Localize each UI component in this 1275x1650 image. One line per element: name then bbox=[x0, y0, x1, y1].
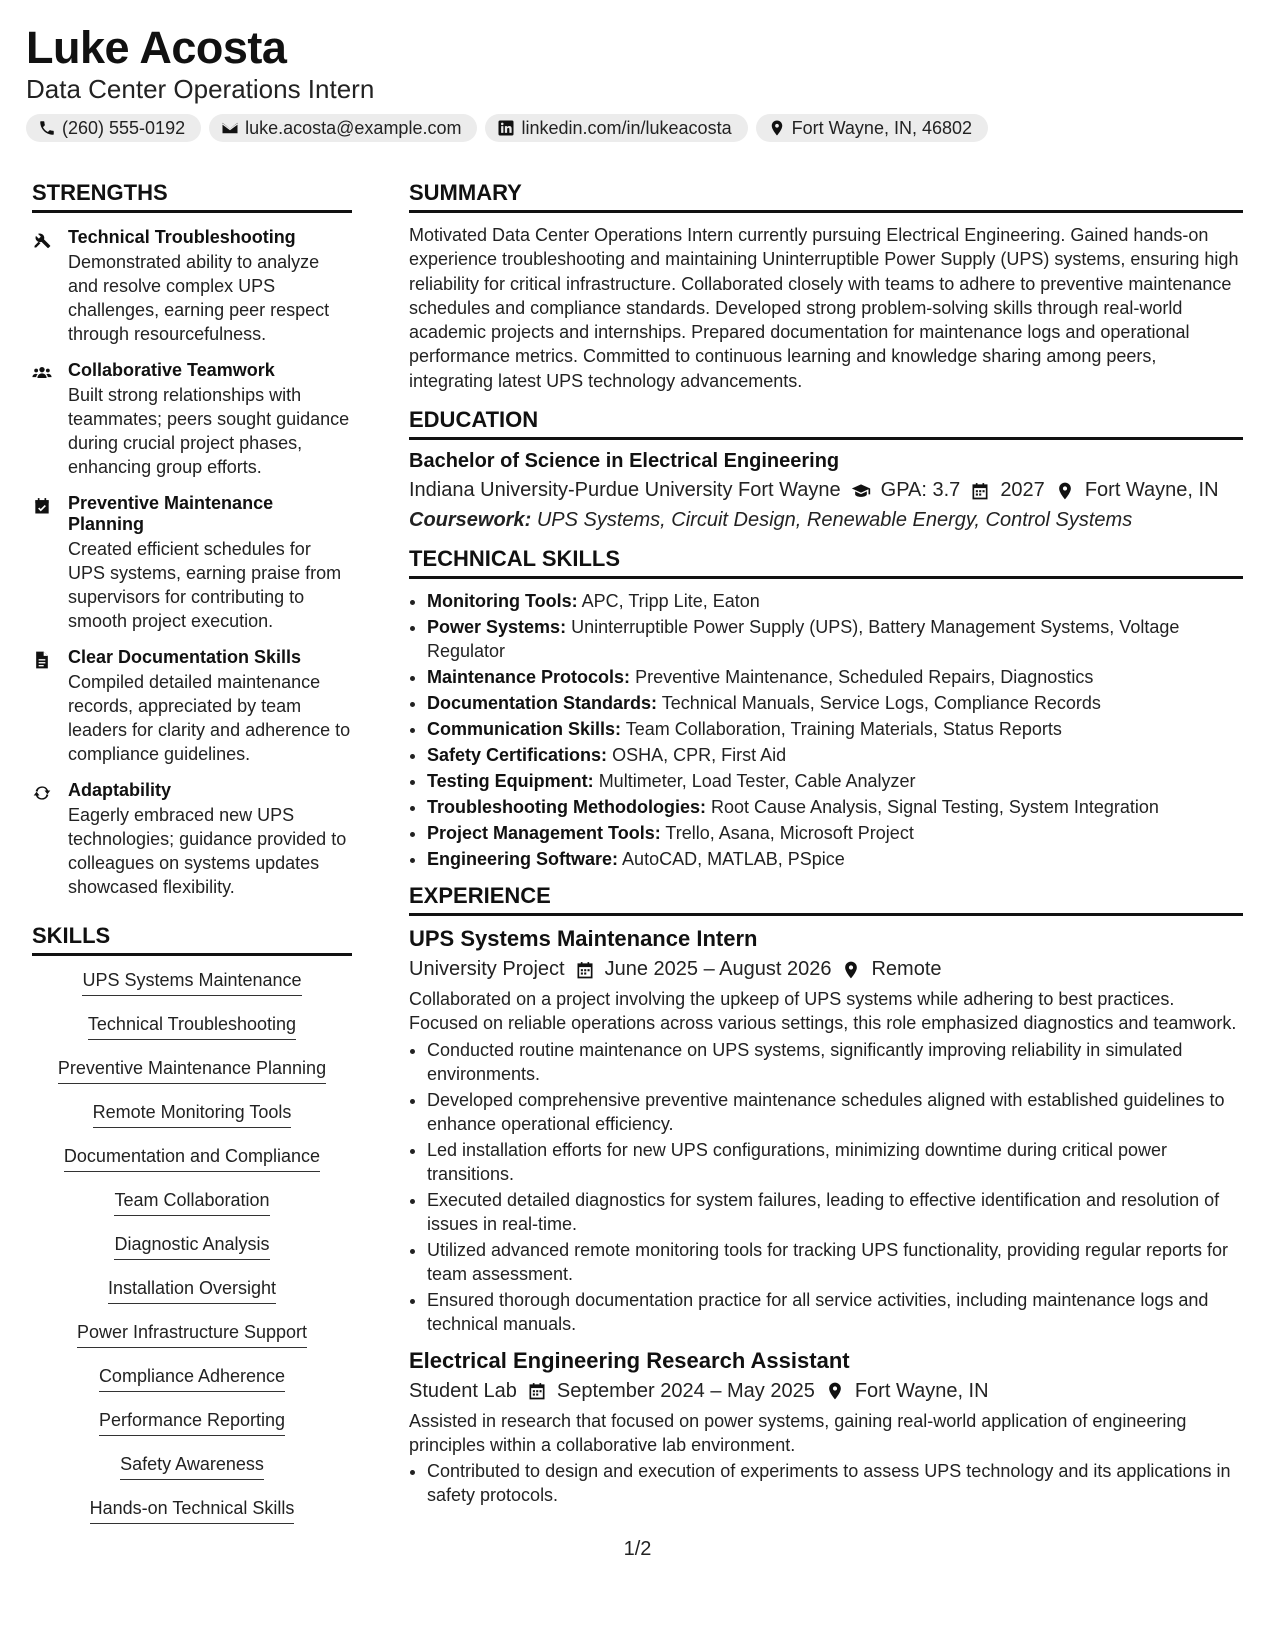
phone-icon bbox=[38, 119, 56, 137]
tech-skill-label: Project Management Tools: bbox=[427, 823, 661, 844]
tech-skill-value: Team Collaboration, Training Materials, Status Reports bbox=[625, 719, 1062, 740]
skill-item: Power Infrastructure Support bbox=[77, 1322, 307, 1348]
experience-heading: EXPERIENCE bbox=[409, 883, 1243, 916]
tech-skill-label: Safety Certifications: bbox=[427, 745, 608, 766]
skill-item: Documentation and Compliance bbox=[64, 1146, 320, 1172]
contact-linkedin[interactable] bbox=[485, 114, 747, 142]
skill-item: Diagnostic Analysis bbox=[114, 1234, 269, 1260]
right-column bbox=[409, 180, 1243, 1519]
skill-item: Remote Monitoring Tools bbox=[93, 1102, 292, 1128]
tech-skill-value: Root Cause Analysis, Signal Testing, System Integration bbox=[711, 797, 1159, 818]
left-column bbox=[32, 180, 352, 1542]
tech-skill-item bbox=[427, 665, 1243, 689]
job-desc: Collaborated on a project involving the upkeep of UPS systems while adhering to best practices. Focused on reliable operations across various settings, this role emphasized diagnostics and teamwork. bbox=[409, 989, 1237, 1034]
technical-skills-list bbox=[409, 589, 1243, 871]
tech-skill-item bbox=[427, 717, 1243, 741]
graduation-cap-icon bbox=[851, 481, 871, 501]
tech-skill-label: Documentation Standards: bbox=[427, 693, 658, 714]
tech-skill-item bbox=[427, 847, 1243, 871]
tech-skill-value: OSHA, CPR, First Aid bbox=[612, 745, 787, 766]
calendar-icon bbox=[575, 960, 595, 980]
contact-location bbox=[756, 114, 988, 142]
education-location: Fort Wayne, IN bbox=[1084, 479, 1219, 502]
education-school: Indiana University-Purdue University Fort Wayne bbox=[409, 479, 841, 502]
skills-heading: SKILLS bbox=[32, 923, 352, 956]
skill-item: Installation Oversight bbox=[108, 1278, 276, 1304]
tech-skill-item bbox=[427, 821, 1243, 845]
tech-skill-value: AutoCAD, MATLAB, PSpice bbox=[622, 849, 845, 870]
tech-skill-item bbox=[427, 589, 1243, 613]
page-number: 1/2 bbox=[623, 1538, 652, 1560]
tech-skill-label: Maintenance Protocols: bbox=[427, 667, 631, 688]
job-entry bbox=[409, 1348, 1243, 1508]
strength-desc: Created efficient schedules for UPS systems, earning praise from supervisors for contributing to smooth project execution. bbox=[68, 539, 342, 631]
strength-desc: Compiled detailed maintenance records, appreciated by team leaders for clarity and adherence to compliance guidelines. bbox=[68, 672, 351, 764]
summary-heading: SUMMARY bbox=[409, 180, 1243, 213]
strength-title: Preventive Maintenance Planning bbox=[68, 493, 274, 534]
education-degree: Bachelor of Science in Electrical Engineering bbox=[409, 450, 840, 473]
envelope-icon bbox=[221, 119, 239, 137]
tech-skill-label: Engineering Software: bbox=[427, 849, 619, 870]
education-gpa: GPA: 3.7 bbox=[880, 479, 961, 502]
strength-desc: Eagerly embraced new UPS technologies; guidance provided to colleagues on systems updates showcased flexibility. bbox=[68, 805, 347, 897]
education-coursework bbox=[409, 509, 1243, 532]
job-bullet: • Conducted routine maintenance on UPS systems, significantly improving reliability in simulated environments. bbox=[427, 1038, 1243, 1086]
coursework-text: UPS Systems, Circuit Design, Renewable Energy, Control Systems bbox=[536, 509, 1133, 532]
strength-item bbox=[32, 360, 352, 479]
strength-desc: Built strong relationships with teammates; peers sought guidance during crucial project phases, enhancing group efforts. bbox=[68, 385, 350, 477]
tech-skill-label: Troubleshooting Methodologies: bbox=[427, 797, 706, 818]
contact-phone-text: (260) 555-0192 bbox=[62, 117, 186, 138]
strength-title: Clear Documentation Skills bbox=[68, 647, 302, 667]
skill-item: Technical Troubleshooting bbox=[88, 1014, 296, 1040]
job-desc: Assisted in research that focused on power systems, gaining real-world application of engineering principles within a collaborative lab environment. bbox=[409, 1410, 1187, 1455]
skill-item: Compliance Adherence bbox=[99, 1366, 285, 1392]
technical-skills-heading: TECHNICAL SKILLS bbox=[409, 546, 1243, 579]
job-entry bbox=[409, 926, 1243, 1336]
location-pin-icon bbox=[841, 960, 861, 980]
strengths-heading: STRENGTHS bbox=[32, 180, 352, 213]
job-meta bbox=[409, 958, 1243, 981]
contact-email[interactable] bbox=[209, 114, 477, 142]
summary-text: Motivated Data Center Operations Intern currently pursuing Electrical Engineering. Gained hands-on experience troubleshooting and maintaining Uninterruptible Power Supply (UPS) systems, ensuring high reliability for critical infrastructure. Collaborated closely with teams to adhere to preventive maintenance schedules and compliance standards. Developed strong problem-solving skills through real-world academic projects and internships. Prepared documentation for maintenance logs and operational performance metrics. Committed to continuous learning and knowledge sharing among peers, integrating latest UPS technology advancements. bbox=[409, 225, 1239, 391]
strength-item bbox=[32, 780, 352, 899]
candidate-name: Luke Acosta bbox=[26, 22, 287, 73]
job-dates: September 2024 – May 2025 bbox=[556, 1379, 815, 1402]
job-title: UPS Systems Maintenance Intern bbox=[409, 926, 758, 952]
tech-skill-label: Power Systems: bbox=[427, 617, 567, 638]
job-bullet: • Ensured thorough documentation practice for all service activities, including maintenance logs and technical manuals. bbox=[427, 1288, 1243, 1336]
tech-skill-item bbox=[427, 743, 1243, 767]
contact-phone[interactable] bbox=[26, 114, 201, 142]
education-year: 2027 bbox=[1000, 479, 1045, 502]
tech-skill-item bbox=[427, 691, 1243, 715]
education-meta bbox=[409, 479, 1243, 502]
tech-skill-item bbox=[427, 615, 1243, 663]
calendar-check-icon bbox=[32, 496, 52, 516]
job-bullet: • Developed comprehensive preventive maintenance schedules aligned with established guidelines to enhance operational efficiency. bbox=[427, 1088, 1243, 1136]
skill-item: Performance Reporting bbox=[99, 1410, 285, 1436]
skill-item: Team Collaboration bbox=[114, 1190, 269, 1216]
linkedin-icon bbox=[497, 119, 515, 137]
skill-item: Hands-on Technical Skills bbox=[90, 1498, 295, 1524]
skill-item: Safety Awareness bbox=[120, 1454, 264, 1480]
sync-icon bbox=[32, 783, 52, 803]
job-title: Electrical Engineering Research Assistant bbox=[409, 1347, 850, 1373]
job-bullet: • Led installation efforts for new UPS configurations, minimizing downtime during critical power transitions. bbox=[427, 1138, 1243, 1186]
education-heading: EDUCATION bbox=[409, 407, 1243, 440]
strength-item bbox=[32, 493, 352, 633]
job-dates: June 2025 – August 2026 bbox=[604, 958, 832, 981]
job-location: Fort Wayne, IN bbox=[854, 1379, 989, 1402]
calendar-icon bbox=[527, 1381, 547, 1401]
location-pin-icon bbox=[768, 119, 786, 137]
tech-skill-item bbox=[427, 769, 1243, 793]
tech-skill-value: Preventive Maintenance, Scheduled Repairs, Diagnostics bbox=[635, 667, 1094, 688]
contact-location-text: Fort Wayne, IN, 46802 bbox=[791, 117, 973, 138]
job-bullet: • Contributed to design and execution of experiments to assess UPS technology and its applications in safety protocols. bbox=[427, 1459, 1243, 1507]
strength-title: Technical Troubleshooting bbox=[68, 227, 296, 247]
job-org: University Project bbox=[409, 958, 565, 981]
location-pin-icon bbox=[825, 1381, 845, 1401]
document-icon bbox=[32, 650, 52, 670]
tech-skill-value: Uninterruptible Power Supply (UPS), Battery Management Systems, Voltage Regulator bbox=[427, 617, 1180, 662]
job-bullet: • Utilized advanced remote monitoring tools for tracking UPS functionality, providing regular reports for team assessment. bbox=[427, 1238, 1243, 1286]
contact-bar bbox=[26, 114, 988, 142]
job-bullet: • Executed detailed diagnostics for system failures, leading to effective identification and resolution of issues in real-time. bbox=[427, 1188, 1243, 1236]
job-org: Student Lab bbox=[409, 1379, 517, 1402]
skills-list bbox=[32, 970, 352, 1542]
location-pin-icon bbox=[1055, 481, 1075, 501]
strength-item bbox=[32, 227, 352, 346]
strength-title: Collaborative Teamwork bbox=[68, 360, 275, 380]
tech-skill-label: Communication Skills: bbox=[427, 719, 622, 740]
skill-item: UPS Systems Maintenance bbox=[82, 970, 301, 996]
job-location: Remote bbox=[871, 958, 942, 981]
candidate-role: Data Center Operations Intern bbox=[26, 74, 375, 104]
tech-skill-value: Trello, Asana, Microsoft Project bbox=[665, 823, 914, 844]
strength-desc: Demonstrated ability to analyze and resolve complex UPS challenges, earning peer respect through resourcefulness. bbox=[68, 252, 330, 344]
tech-skill-label: Testing Equipment: bbox=[427, 771, 594, 792]
job-bullets bbox=[409, 1038, 1243, 1336]
strength-title: Adaptability bbox=[68, 780, 172, 800]
users-icon bbox=[32, 363, 52, 383]
tech-skill-value: Multimeter, Load Tester, Cable Analyzer bbox=[598, 771, 916, 792]
job-meta bbox=[409, 1380, 1243, 1403]
tech-skill-value: Technical Manuals, Service Logs, Compliance Records bbox=[661, 693, 1101, 714]
contact-linkedin-text: linkedin.com/in/lukeacosta bbox=[521, 117, 732, 138]
tech-skill-item bbox=[427, 795, 1243, 819]
job-bullets bbox=[409, 1459, 1243, 1507]
strength-item bbox=[32, 647, 352, 766]
skill-item: Preventive Maintenance Planning bbox=[58, 1058, 326, 1084]
calendar-icon bbox=[970, 481, 990, 501]
tools-icon bbox=[32, 230, 52, 250]
contact-email-text: luke.acosta@example.com bbox=[245, 117, 462, 138]
coursework-label: Coursework: bbox=[409, 509, 532, 532]
tech-skill-value: APC, Tripp Lite, Eaton bbox=[581, 591, 760, 612]
tech-skill-label: Monitoring Tools: bbox=[427, 591, 578, 612]
